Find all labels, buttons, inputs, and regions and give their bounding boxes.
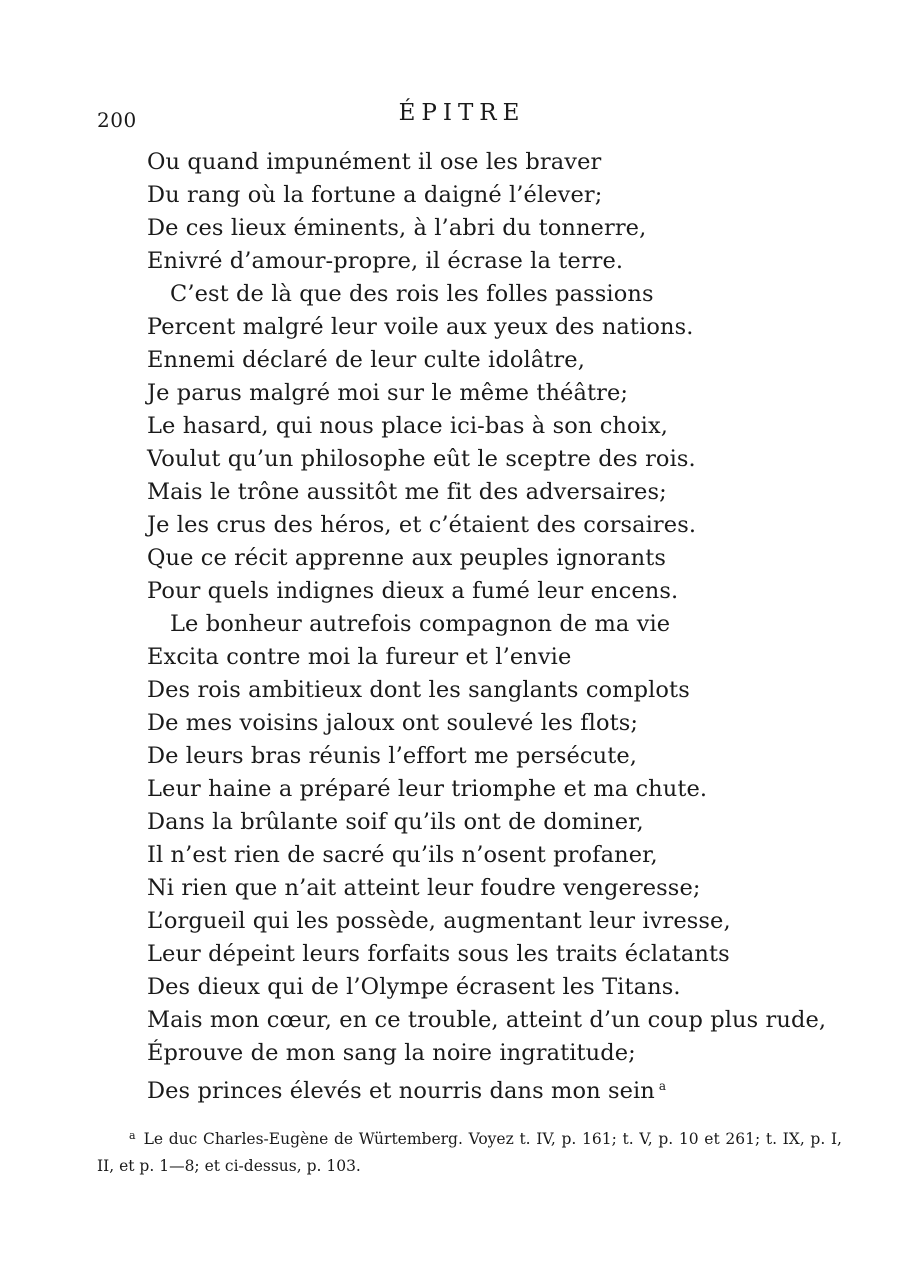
footnote-text: Le duc Charles-Eugène de Würtemberg. Voyez t. IV, p. 161; t. V, p. 10 et 261; t. IX, p. I, II, et p. 1—8; et ci-dessus, p. 103. [97,1130,842,1175]
poem-line [147,575,826,608]
poem-line [147,641,826,674]
poem-line-text: Du rang où la fortune a daigné l’élever; [147,182,603,208]
poem-line-text: Je parus malgré moi sur le même théâtre; [147,380,629,406]
poem-line-text: Leur dépeint leurs forfaits sous les traits éclatants [147,941,730,967]
poem-line [147,971,826,1004]
poem-line-text: Des dieux qui de l’Olympe écrasent les Titans. [147,974,681,1000]
poem-line [147,443,826,476]
poem-line-text: Ou quand impunément il ose les braver [147,149,602,175]
poem-line [147,245,826,278]
poem-line [147,1004,826,1037]
poem-line [147,476,826,509]
poem-line-text: Pour quels indignes dieux a fumé leur encens. [147,578,679,604]
poem-line-text: C’est de là que des rois les folles passions [170,281,654,307]
poem-line [147,509,826,542]
poem-line-text: Le bonheur autrefois compagnon de ma vie [170,611,671,637]
poem-line-text: Il n’est rien de sacré qu’ils n’osent profaner, [147,842,658,868]
poem-body [147,146,826,1103]
poem-line [147,542,826,575]
poem-line [147,674,826,707]
poem-line [147,740,826,773]
running-title: ÉPITRE [398,100,526,126]
poem-line [147,938,826,971]
poem-line-text: Éprouve de mon sang la noire ingratitude; [147,1040,636,1066]
poem-line [147,146,826,179]
poem-line-text: Ennemi déclaré de leur culte idolâtre, [147,347,585,373]
poem-line [147,1070,826,1103]
poem-line [147,707,826,740]
poem-line-text: Leur haine a préparé leur triomphe et ma chute. [147,776,708,802]
footnote-reference: a [658,1079,667,1093]
poem-line-text: Je les crus des héros, et c’étaient des corsaires. [147,512,697,538]
poem-line-text: Excita contre moi la fureur et l’envie [147,644,572,670]
poem-line-text: L’orgueil qui les possède, augmentant leur ivresse, [147,908,731,934]
poem-line-text: Des rois ambitieux dont les sanglants complots [147,677,690,703]
poem-line-text: De mes voisins jaloux ont soulevé les flots; [147,710,639,736]
poem-line [147,905,826,938]
poem-line [147,278,826,311]
poem-line-text: Que ce récit apprenne aux peuples ignorants [147,545,667,571]
poem-line-text: Percent malgré leur voile aux yeux des nations. [147,314,694,340]
poem-line-text: Le hasard, qui nous place ici-bas à son choix, [147,413,668,439]
poem-line [147,377,826,410]
poem-line [147,608,826,641]
poem-line-text: Mais mon cœur, en ce trouble, atteint d’un coup plus rude, [147,1007,827,1033]
poem-line [147,311,826,344]
poem-line-text: De leurs bras réunis l’effort me persécute, [147,743,638,769]
poem-line [147,839,826,872]
poem-line-text: Enivré d’amour-propre, il écrase la terre. [147,248,624,274]
poem-line [147,410,826,443]
footnote [97,1122,842,1180]
poem-line-text: Ni rien que n’ait atteint leur foudre vengeresse; [147,875,701,901]
poem-line [147,179,826,212]
poem-line-text: Mais le trône aussitôt me fit des adversaires; [147,479,667,505]
poem-line-text: Voulut qu’un philosophe eût le sceptre des rois. [147,446,696,472]
poem-line [147,1037,826,1070]
poem-line [147,773,826,806]
page-number: 200 [97,108,137,132]
poem-line [147,806,826,839]
poem-line [147,212,826,245]
poem-line-text: Des princes élevés et nourris dans mon sein [147,1078,655,1104]
poem-line [147,344,826,377]
poem-line-text: Dans la brûlante soif qu’ils ont de dominer, [147,809,644,835]
poem-line-text: De ces lieux éminents, à l’abri du tonnerre, [147,215,647,241]
footnote-marker: a [129,1129,136,1142]
poem-line [147,872,826,905]
